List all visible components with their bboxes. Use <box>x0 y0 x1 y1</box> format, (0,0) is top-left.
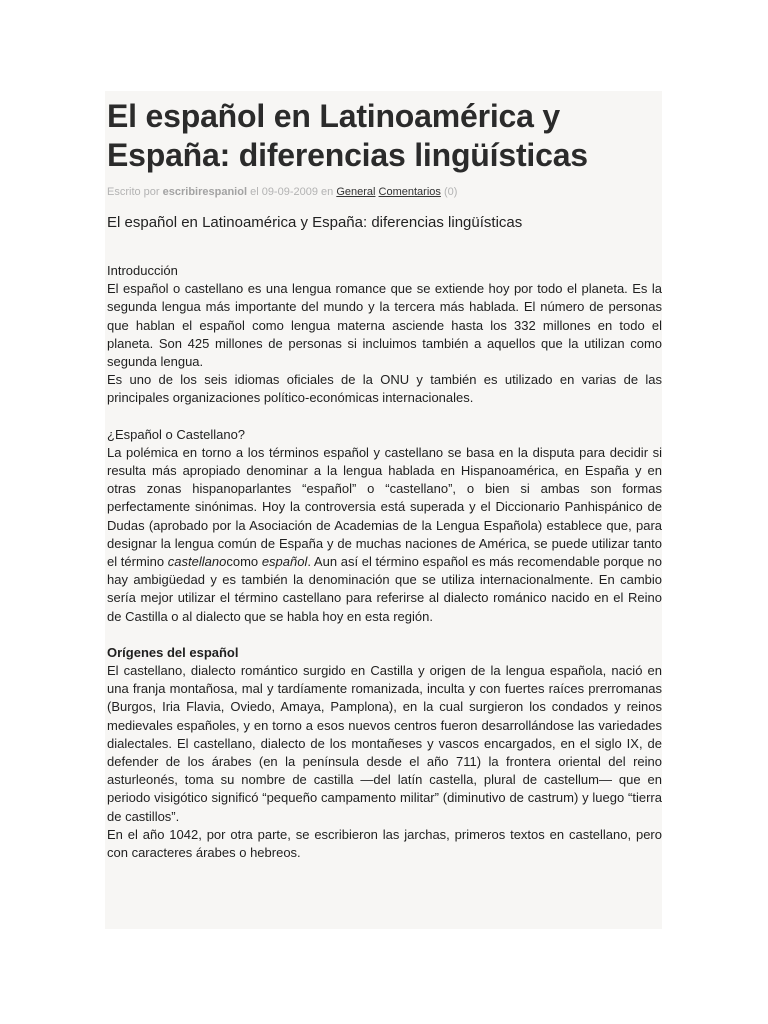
castellano-em-2: español <box>261 554 308 570</box>
spacer <box>107 408 662 426</box>
article-title: El español en Latinoamérica y España: diferencias lingüísticas <box>107 98 588 173</box>
intro-paragraph-2: Es uno de los seis idiomas oficiales de la ONU y también es utilizado en varias de las principales organizaciones político-económicas internacionales. <box>107 372 662 406</box>
article-meta <box>107 186 457 198</box>
section-heading-origenes: Orígenes del español <box>107 644 239 660</box>
meta-prefix: Escrito por <box>107 186 160 198</box>
article-subtitle: El español en Latinoamérica y España: diferencias lingüísticas <box>107 214 523 231</box>
castellano-text-b: como <box>226 554 262 570</box>
castellano-text-a: La polémica en torno a los términos español y castellano se basa en la disputa para decidir si resulta más apropiado denominar a la lengua hablada en Hispanoamérica, en España y en otras zonas hispanoparlantes “español” o “castellano”, o bien si ambas son formas perfectamente sinónimas. Hoy la controversia está superada y el Diccionario Panhispánico de Dudas (aprobado por la Asociación de Academias de la Lengua Española) establece que, para designar la lengua común de España y de muchas naciones de América, se puede utilizar tanto el término <box>107 444 662 570</box>
article-body <box>107 262 662 862</box>
section-heading-castellano: ¿Español o Castellano? <box>107 426 246 442</box>
meta-author[interactable]: escribirespaniol <box>162 186 248 198</box>
castellano-em-1: castellano <box>167 554 227 570</box>
origenes-paragraph-1: El castellano, dialecto romántico surgido en Castilla y origen de la lengua española, nació en una franja montañosa, mal y tardíamente romanizada, inculta y con fuertes raíces prerromanas (Burgos, Iria Flavia, Oviedo, Amaya, Pamplona), en la cual surgieron los condados y reinos medievales españoles, y en torno a esos nuevos centros fueron desarrollándose las variedades dialectales. El castellano, dialecto de los montañeses y vascos encargados, en el siglo IX, de defender de los árabes (en la península desde el año 711) la frontera oriental del reino asturleonés, toma su nombre de castilla —del latín castella, plural de castellum— que en periodo visigótico significó “pequeño campamento militar” (diminutivo de castrum) y luego “tierra de castillos”. <box>107 663 662 824</box>
comments-count: (0) <box>443 186 458 198</box>
section-heading-intro: Introducción <box>107 263 178 278</box>
category-link[interactable]: General <box>336 186 376 198</box>
comments-link[interactable]: Comentarios <box>378 186 441 198</box>
document-page <box>105 91 662 929</box>
spacer <box>107 626 662 644</box>
castellano-text-c: . Aun así el término español es más recomendable porque no hay ambigüedad y es también la denominación que se utiliza internacionalmente. En cambio sería mejor utilizar el término castellano para referirse al dialecto románico nacido en el Reino de Castilla o al dialecto que se habla hoy en esta región. <box>107 554 662 624</box>
meta-date: el 09-09-2009 en <box>250 186 334 198</box>
castellano-paragraph <box>107 444 662 626</box>
intro-paragraph-1: El español o castellano es una lengua romance que se extiende hoy por todo el planeta. Es la segunda lengua más importante del mundo y la tercera más hablada. El número de personas que hablan el español como lengua materna asciende hasta los 332 millones en todo el planeta. Son 425 millones de personas si incluimos también a aquellos que la utilizan como segunda lengua. <box>107 281 662 370</box>
origenes-paragraph-2: En el año 1042, por otra parte, se escribieron las jarchas, primeros textos en castellano, pero con caracteres árabes o hebreos. <box>107 826 662 861</box>
